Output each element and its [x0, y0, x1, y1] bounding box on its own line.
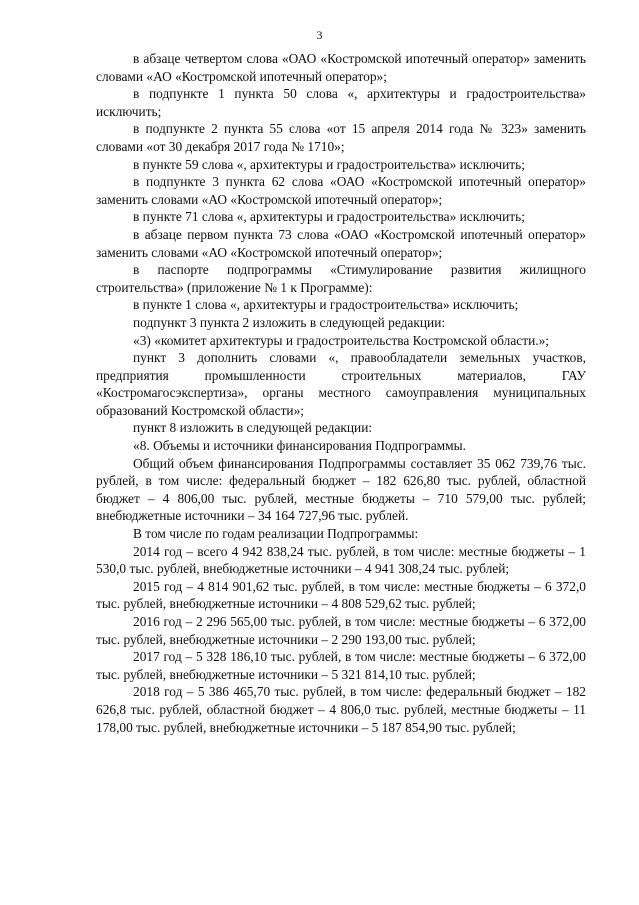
paragraph: 2016 год – 2 296 565,00 тыс. рублей, в том числе: местные бюджеты – 6 372,00 тыс. рублей, внебюджетные источники – 2 290 193,00 тыс. рублей;: [96, 614, 586, 647]
paragraph: Общий объем финансирования Подпрограммы составляет 35 062 739,76 тыс. рублей, в том числе: федеральный бюджет – 182 626,80 тыс. рублей, областной бюджет – 4 806,00 тыс. рублей, местные бюджеты – 710 579,00 тыс. рублей; внебюджетные источники – 34 164 727,96 тыс. рублей.: [96, 455, 586, 524]
paragraph: подпункт 3 пункта 2 изложить в следующей редакции:: [133, 314, 446, 330]
paragraph: 2018 год – 5 386 465,70 тыс. рублей, в том числе: федеральный бюджет – 182 626,8 тыс. рублей, областной бюджет – 4 806,0 тыс. рублей, местные бюджеты – 11 178,00 тыс. рублей, внебюджетные источники – 5 187 854,90 тыс. рублей;: [96, 684, 586, 735]
paragraph: 2014 год – всего 4 942 838,24 тыс. рублей, в том числе: местные бюджеты – 1 530,0 тыс. рублей, внебюджетные источники – 4 941 308,24 тыс. рублей;: [96, 543, 586, 577]
paragraph: в пункте 59 слова «, архитектуры и градостроительства» исключить;: [133, 156, 525, 172]
paragraph: в абзаце первом пункта 73 слова «ОАО «Костромской ипотечный оператор» заменить словами «АО «Костромской ипотечный оператор»;: [96, 226, 586, 260]
paragraph: в паспорте подпрограммы «Стимулирование развития жилищного строительства» (приложение № 1 к Программе):: [96, 262, 586, 295]
paragraph: «8. Объемы и источники финансирования Подпрограммы.: [133, 438, 466, 454]
page-number: 3: [316, 28, 323, 42]
paragraph: В том числе по годам реализации Подпрограммы:: [133, 526, 419, 542]
paragraph: 2017 год – 5 328 186,10 тыс. рублей, в том числе: местные бюджеты – 6 372,00 тыс. рублей, внебюджетные источники – 5 321 814,10 тыс. рублей;: [96, 649, 586, 682]
paragraph: в пункте 71 слова «, архитектуры и градостроительства» исключить;: [133, 209, 525, 225]
paragraph: в абзаце четвертом слова «ОАО «Костромской ипотечный оператор» заменить словами «АО «Костромской ипотечный оператор»;: [96, 51, 586, 84]
paragraph: в подпункте 3 пункта 62 слова «ОАО «Костромской ипотечный оператор» заменить словами «АО «Костромской ипотечный оператор»;: [96, 174, 586, 207]
paragraph: пункт 8 изложить в следующей редакции:: [133, 420, 373, 436]
paragraph: в подпункте 1 пункта 50 слова «, архитектуры и градостроительства» исключить;: [96, 86, 586, 119]
paragraph: в пункте 1 слова «, архитектуры и градостроительства» исключить;: [133, 297, 519, 313]
paragraph: «3) «комитет архитектуры и градостроительства Костромской области.»;: [133, 332, 550, 348]
paragraph: в подпункте 2 пункта 55 слова «от 15 апреля 2014 года № 323» заменить словами «от 30 декабря 2017 года № 1710»;: [96, 121, 586, 154]
document-body: [96, 50, 586, 736]
paragraph: 2015 год – 4 814 901,62 тыс. рублей, в том числе: местные бюджеты – 6 372,0 тыс. рублей, внебюджетные источники – 4 808 529,62 тыс. рублей;: [96, 578, 586, 612]
paragraph: пункт 3 дополнить словами «, правообладатели земельных участков, предприятия промышленности строительных материалов, ГАУ «Костромагосэкспертиза», органы местного самоуправления муниципальных образований Костромской области»;: [96, 350, 586, 418]
